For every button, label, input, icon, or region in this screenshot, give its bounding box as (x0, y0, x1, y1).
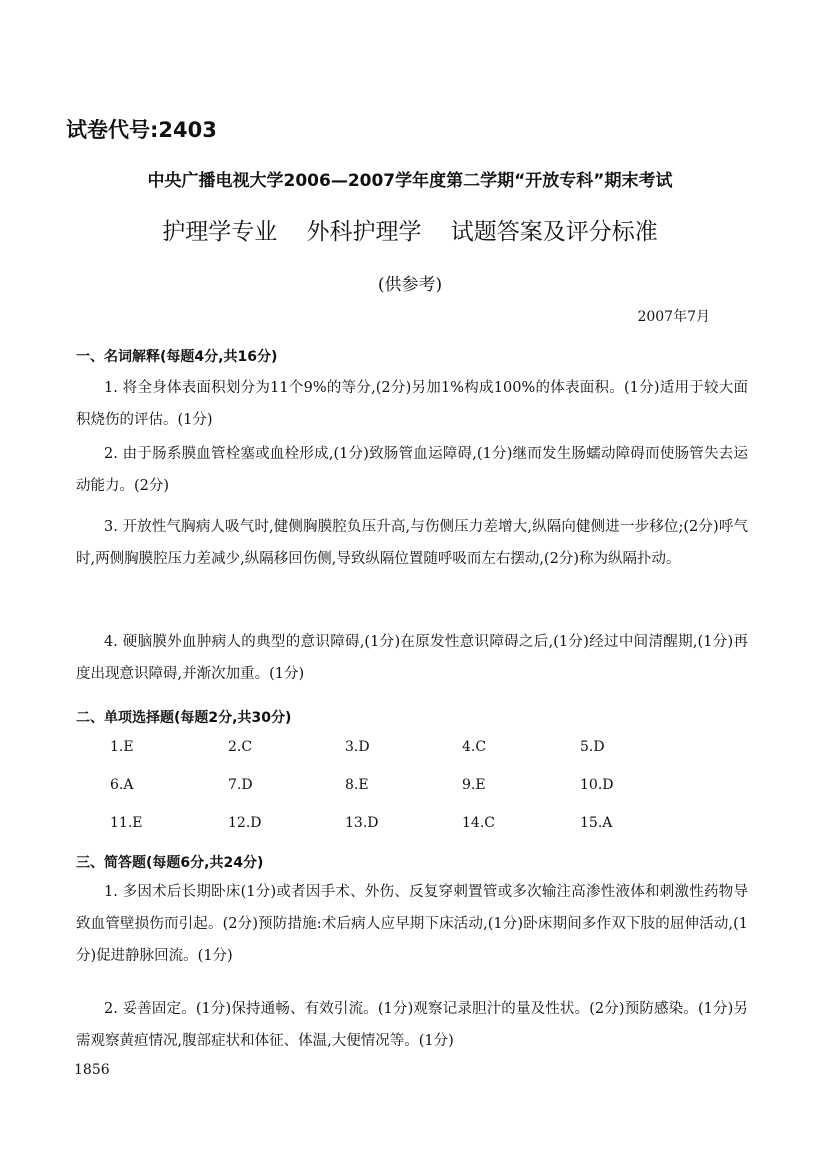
section-heading-definitions: 一、名词解释(每题4分,共16分) (76, 349, 278, 365)
choice-answer: 9.E (462, 777, 486, 793)
choice-answer: 13.D (345, 815, 379, 831)
choice-answer: 11.E (110, 815, 143, 831)
choice-answer: 12.D (228, 815, 262, 831)
paper-code: 试卷代号:2403 (66, 118, 217, 142)
choice-answer: 3.D (345, 739, 370, 755)
exam-title: 中央广播电视大学2006—2007学年度第二学期“开放专科”期末考试 (147, 171, 673, 191)
definition-answer: 4. 硬脑膜外血肿病人的典型的意识障碍,(1分)在原发性意识障碍之后,(1分)经过中间清醒期,(1分)再度出现意识障碍,并渐次加重。(1分) (76, 634, 748, 682)
choice-answer: 2.C (228, 739, 253, 755)
section-heading-short-answer: 三、简答题(每题6分,共24分) (76, 855, 264, 871)
choice-answer: 10.D (580, 777, 614, 793)
short-answer: 1. 多因术后长期卧床(1分)或者因手术、外伤、反复穿刺置管或多次输注高渗性液体和刺激性药物导致血管壁损伤而引起。(2分)预防措施:术后病人应早期下床活动,(1分)卧床期间多作双下肢的屈伸活动,(1分)促进静脉回流。(1分) (76, 884, 748, 964)
page-number: 1856 (74, 1062, 110, 1078)
choice-answer: 8.E (345, 777, 369, 793)
reference-note: (供参考) (377, 275, 443, 295)
choice-answer: 4.C (462, 739, 487, 755)
definition-answer: 2. 由于肠系膜血管栓塞或血栓形成,(1分)致肠管血运障碍,(1分)继而发生肠蠕动障碍而使肠管失去运动能力。(2分) (76, 446, 748, 494)
definition-answer: 3. 开放性气胸病人吸气时,健侧胸膜腔负压升高,与伤侧压力差增大,纵隔向健侧进一步移位;(2分)呼气时,两侧胸膜腔压力差减少,纵隔移回伤侧,导致纵隔位置随呼吸而左右摆动,(2分)称为纵隔扑动。 (76, 519, 748, 567)
choice-answer: 6.A (110, 777, 134, 793)
exam-date: 2007年7月 (637, 309, 710, 325)
choice-answer: 1.E (110, 739, 134, 755)
document-subtitle: 护理学专业 外科护理学 试题答案及评分标准 (162, 219, 658, 245)
choice-answer: 7.D (228, 777, 253, 793)
section-heading-multiple-choice: 二、单项选择题(每题2分,共30分) (76, 710, 292, 726)
definition-answer: 1. 将全身体表面积划分为11个9%的等分,(2分)另加1%构成100%的体表面积。(1分)适用于较大面积烧伤的评估。(1分) (76, 380, 748, 428)
choice-answer: 15.A (580, 815, 613, 831)
choice-answer: 5.D (580, 739, 605, 755)
short-answer: 2. 妥善固定。(1分)保持通畅、有效引流。(1分)观察记录胆汁的量及性状。(2分)预防感染。(1分)另需观察黄疸情况,腹部症状和体征、体温,大便情况等。(1分) (76, 1001, 748, 1049)
choice-answer: 14.C (462, 815, 495, 831)
